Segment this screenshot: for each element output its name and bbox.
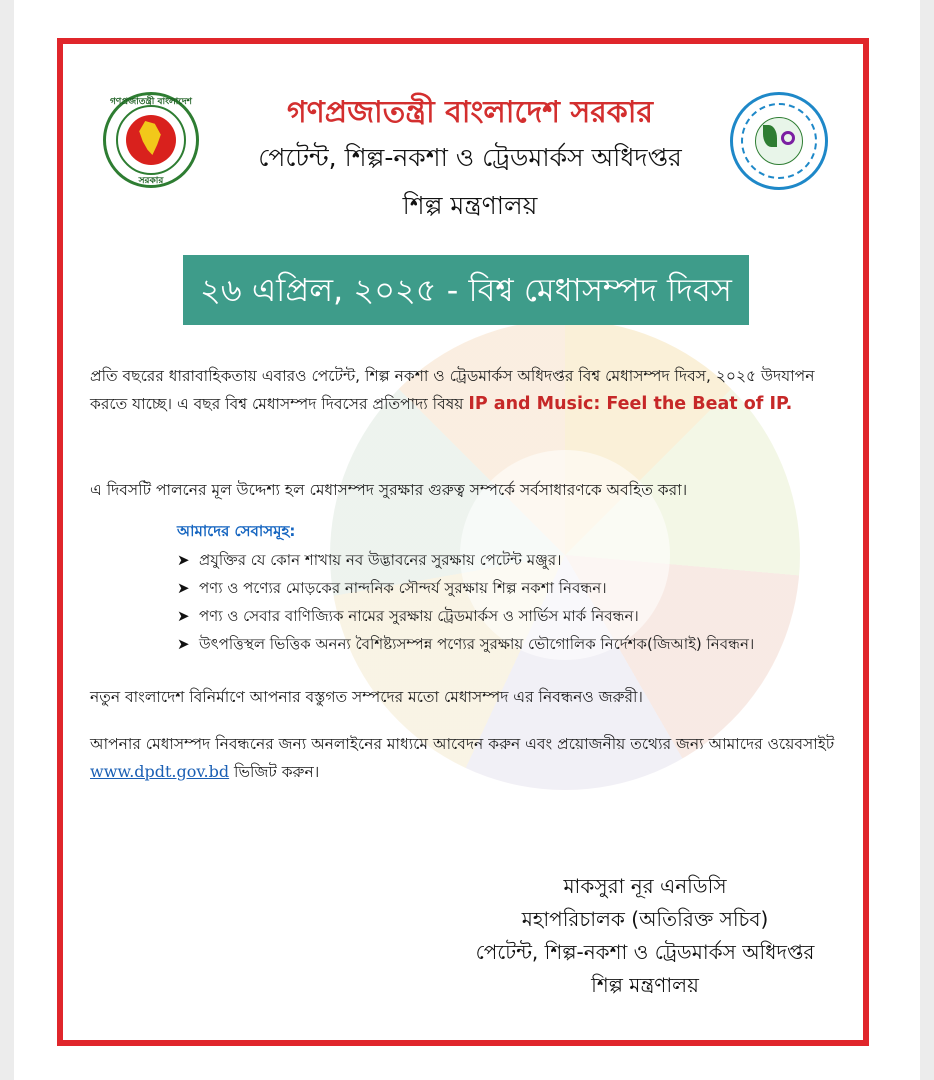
ministry-title: শিল্প মন্ত্রণালয়	[402, 191, 538, 220]
services-list	[177, 546, 867, 658]
apply-paragraph	[90, 730, 850, 786]
seal-text-bottom: সরকার	[138, 176, 164, 186]
list-item: ➤ উৎপত্তিস্থল ভিত্তিক অনন্য বৈশিষ্ট্যসম্পন্ন পণ্যের সুরক্ষায় ভৌগোলিক নির্দেশক(জিআই) নিবন্ধন।	[177, 630, 867, 658]
signatory-ministry: শিল্প মন্ত্রণালয়	[591, 973, 699, 997]
list-item: ➤ পণ্য ও সেবার বাণিজ্যিক নামের সুরক্ষায় ট্রেডমার্কস ও সার্ভিস মার্ক নিবন্ধন।	[177, 602, 867, 630]
arrow-bullet-icon: ➤	[177, 607, 190, 625]
government-title: গণপ্রজাতন্ত্রী বাংলাদেশ সরকার	[287, 95, 653, 130]
new-bangladesh-paragraph: নতুন বাংলাদেশ বিনির্মাণে আপনার বস্তুগত সম্পদের মতো মেধাসম্পদ এর নিবন্ধনও জরুরী।	[90, 688, 643, 706]
signatory-department: পেটেন্ট, শিল্প-নকশা ও ট্রেডমার্কস অধিদপ্তর	[475, 940, 815, 964]
purpose-paragraph: এ দিবসটি পালনের মূল উদ্দেশ্য হল মেধাসম্পদ সুরক্ষার গুরুত্ব সম্পর্কে সর্বসাধারণকে অবহিত করা।	[90, 481, 688, 499]
apply-suffix: ভিজিট করুন।	[234, 763, 320, 781]
bangladesh-government-seal-icon	[103, 92, 199, 188]
signatory-name: মাকসুরা নূর এনডিসি	[563, 874, 727, 898]
intro-text: প্রতি বছরের ধারাবাহিকতায় এবারও পেটেন্ট, শিল্প নকশা ও ট্রেডমার্কস অধিদপ্তর বিশ্ব মেধাসম্পদ দিবস, ২০২৫ উদযাপন করতে যাচ্ছে। এ বছর বিশ্ব মেধাসম্পদ দিবসের প্রতিপাদ্য বিষয়	[90, 367, 815, 413]
arrow-bullet-icon: ➤	[177, 635, 190, 653]
department-title: পেটেন্ট, শিল্প-নকশা ও ট্রেডমার্কস অধিদপ্তর	[258, 143, 682, 172]
theme-text: IP and Music: Feel the Beat of IP.	[468, 394, 793, 414]
signatory-designation: মহাপরিচালক (অতিরিক্ত সচিব)	[521, 907, 769, 931]
services-title: আমাদের সেবাসমূহ:	[177, 522, 296, 540]
apply-prefix: আপনার মেধাসম্পদ নিবন্ধনের জন্য অনলাইনের মাধ্যমে আবেদন করুন এবং প্রয়োজনীয় তথ্যের জন্য আমাদের ওয়েবসাইট	[90, 735, 835, 753]
website-link[interactable]: www.dpdt.gov.bd	[90, 762, 230, 781]
intro-paragraph	[90, 362, 850, 418]
seal-text-top: গণপ্রজাতন্ত্রী বাংলাদেশ	[110, 97, 192, 107]
list-item: ➤ প্রযুক্তির যে কোন শাখায় নব উদ্ভাবনের সুরক্ষায় পেটেন্ট মঞ্জুর।	[177, 546, 867, 574]
arrow-bullet-icon: ➤	[177, 551, 190, 569]
event-banner: ২৬ এপ্রিল, ২০২৫ - বিশ্ব মেধাসম্পদ দিবস	[183, 255, 749, 325]
gear-icon	[781, 131, 795, 145]
arrow-bullet-icon: ➤	[177, 579, 190, 597]
dpdt-seal-icon	[730, 92, 828, 190]
list-item: ➤ পণ্য ও পণ্যের মোড়কের নান্দনিক সৌন্দর্য সুরক্ষায় শিল্প নকশা নিবন্ধন।	[177, 574, 867, 602]
